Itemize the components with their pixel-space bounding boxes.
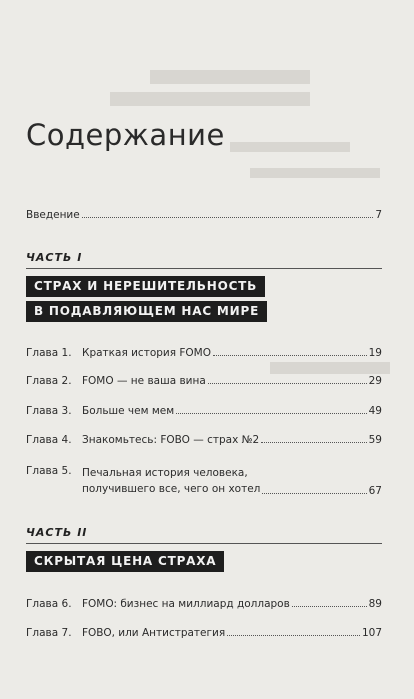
toc-entry-page: 49	[368, 405, 382, 417]
chapter-number: Глава 7.	[26, 627, 72, 639]
chapter-number: Глава 2.	[26, 375, 72, 387]
toc-entry-title: Больше чем мем	[82, 405, 175, 417]
toc-entry	[26, 627, 382, 639]
toc-entry	[26, 465, 382, 497]
toc-entry-title: FOMO: бизнес на миллиард долларов	[82, 598, 290, 610]
chapter-number: Глава 5.	[26, 465, 72, 477]
toc-entry-intro	[26, 209, 382, 221]
toc-entry-title: FOBO, или Антистратегия	[82, 627, 226, 639]
leader-dots	[82, 217, 374, 218]
chapter-number: Глава 3.	[26, 405, 72, 417]
bleed-through-bar	[250, 168, 380, 178]
toc-entry-title	[82, 465, 260, 497]
bleed-through-bar	[230, 142, 350, 152]
toc-entry-page: 29	[368, 375, 382, 387]
part-divider	[26, 268, 382, 269]
leader-dots	[262, 493, 366, 494]
chapter-number: Глава 1.	[26, 347, 72, 359]
toc-entry-page: 19	[368, 347, 382, 359]
part-title-band: СКРЫТАЯ ЦЕНА СТРАХА	[26, 551, 224, 572]
toc-entry-title: Краткая история FOMO	[82, 347, 212, 359]
part-title-band: СТРАХ И НЕРЕШИТЕЛЬНОСТЬ	[26, 276, 265, 297]
toc-entry-title: FOMO — не ваша вина	[82, 375, 206, 387]
toc-entry-title-line: получившего все, чего он хотел	[82, 483, 261, 495]
leader-dots	[261, 442, 366, 443]
toc-entry	[26, 598, 382, 610]
part-divider	[26, 543, 382, 544]
part-label: ЧАСТЬ II	[26, 526, 88, 539]
leader-dots	[208, 383, 367, 384]
bleed-through-bar	[270, 362, 390, 374]
bleed-through-bar	[150, 70, 310, 84]
toc-entry	[26, 405, 382, 417]
toc-entry	[26, 375, 382, 387]
leader-dots	[176, 413, 366, 414]
toc-entry-page: 59	[368, 434, 382, 446]
toc-entry	[26, 434, 382, 446]
leader-dots	[227, 635, 360, 636]
part-label: ЧАСТЬ I	[26, 251, 83, 264]
bleed-through-bar	[110, 92, 310, 106]
toc-entry-title-line: Печальная история человека,	[82, 467, 248, 479]
leader-dots	[292, 606, 367, 607]
toc-entry-page: 107	[361, 627, 382, 639]
toc-entry-page: 67	[368, 485, 382, 497]
leader-dots	[213, 355, 367, 356]
part-title-band: В ПОДАВЛЯЮЩЕМ НАС МИРЕ	[26, 301, 267, 322]
toc-entry-title: Знакомьтесь: FOBO — страх №2	[82, 434, 260, 446]
toc-entry-page: 7	[375, 209, 382, 221]
toc-entry-page: 89	[368, 598, 382, 610]
toc-entry-title: Введение	[26, 209, 80, 221]
toc-entry	[26, 347, 382, 359]
chapter-number: Глава 4.	[26, 434, 72, 446]
page-title: Содержание	[26, 118, 225, 152]
chapter-number: Глава 6.	[26, 598, 72, 610]
